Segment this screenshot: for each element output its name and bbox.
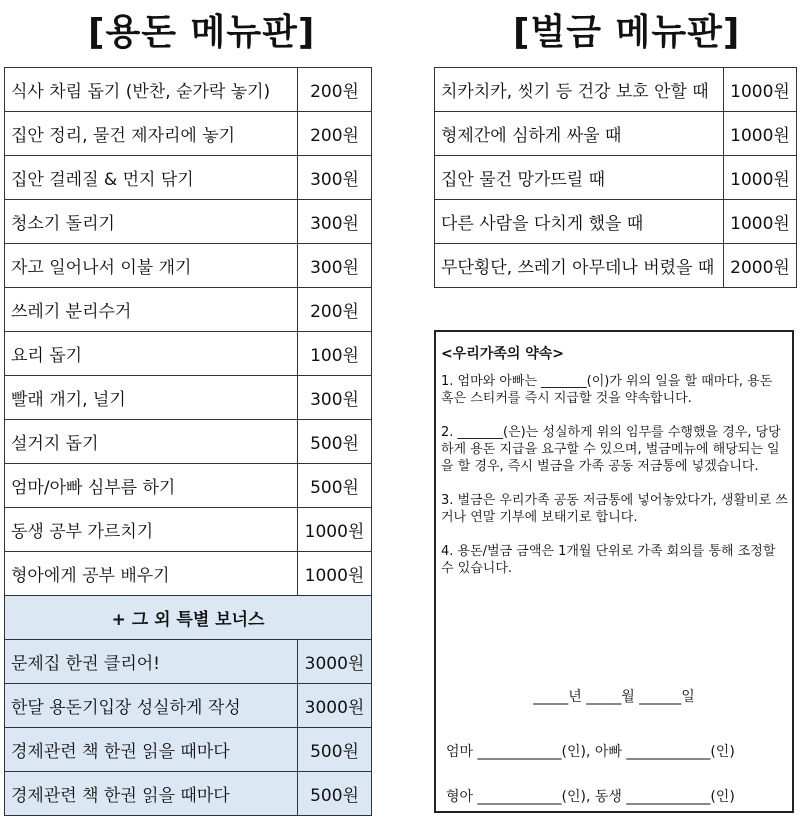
- promise-title: <우리가족의 약속>: [441, 346, 565, 362]
- bonus-header-row: [5, 596, 372, 640]
- table-row: [5, 332, 372, 376]
- task-cell: 엄마/아빠 심부름 하기: [5, 464, 298, 508]
- amount-cell: 200원: [298, 68, 372, 112]
- amount-cell: 1000원: [724, 112, 797, 156]
- task-cell: 경제관련 책 한권 읽을 때마다: [5, 728, 298, 772]
- amount-cell: 3000원: [298, 640, 372, 684]
- amount-cell: 300원: [298, 244, 372, 288]
- task-cell: 다른 사람을 다치게 했을 때: [435, 200, 724, 244]
- family-promise-box: [434, 330, 794, 813]
- table-row: [5, 200, 372, 244]
- table-row: [5, 288, 372, 332]
- amount-cell: 1000원: [724, 68, 797, 112]
- task-cell: 형제간에 심하게 싸울 때: [435, 112, 724, 156]
- table-row: [5, 552, 372, 596]
- table-row: [435, 244, 797, 288]
- table-row: [5, 728, 372, 772]
- table-row: [5, 244, 372, 288]
- task-cell: 집안 물건 망가뜨릴 때: [435, 156, 724, 200]
- amount-cell: 500원: [298, 420, 372, 464]
- fine-table: [434, 67, 797, 288]
- amount-cell: 200원: [298, 288, 372, 332]
- task-cell: 집안 정리, 물건 제자리에 놓기: [5, 112, 298, 156]
- table-row: [5, 508, 372, 552]
- task-cell: 식사 차림 돕기 (반찬, 숟가락 놓기): [5, 68, 298, 112]
- table-row: [435, 112, 797, 156]
- task-cell: 치카치카, 씻기 등 건강 보호 안할 때: [435, 68, 724, 112]
- amount-cell: 100원: [298, 332, 372, 376]
- table-row: [5, 684, 372, 728]
- amount-cell: 300원: [298, 156, 372, 200]
- date-line: _____년 _____월 ______일: [533, 689, 695, 705]
- table-row: [435, 68, 797, 112]
- promise-clause: 3. 벌금은 우리가족 공동 저금통에 넣어놓았다가, 생활비로 쓰거나 연말 기부에 보태기로 합니다.: [441, 493, 788, 525]
- amount-cell: 300원: [298, 200, 372, 244]
- table-row: [5, 420, 372, 464]
- amount-cell: 3000원: [298, 684, 372, 728]
- fine-menu-title: [벌금 메뉴판]: [513, 12, 741, 53]
- task-cell: 경제관련 책 한권 읽을 때마다: [5, 772, 298, 816]
- table-row: [435, 200, 797, 244]
- signature-line-parents: 엄마 ____________(인), 아빠 ____________(인): [446, 744, 735, 760]
- task-cell: 형아에게 공부 배우기: [5, 552, 298, 596]
- task-cell: 무단횡단, 쓰레기 아무데나 버렸을 때: [435, 244, 724, 288]
- task-cell: 청소기 돌리기: [5, 200, 298, 244]
- table-row: [5, 156, 372, 200]
- amount-cell: 1000원: [724, 156, 797, 200]
- table-row: [5, 640, 372, 684]
- amount-cell: 500원: [298, 728, 372, 772]
- promise-clause: 2. _______(은)는 성실하게 위의 임무를 수행했을 경우, 당당하게 용돈 지급을 요구할 수 있으며, 벌금메뉴에 해당되는 일을 할 경우, 즉시 벌금을 가족 공동 저금통에 넣겠습니다.: [441, 425, 781, 474]
- amount-cell: 500원: [298, 464, 372, 508]
- table-row: [5, 464, 372, 508]
- task-cell: 문제집 한권 클리어!: [5, 640, 298, 684]
- task-cell: 자고 일어나서 이불 개기: [5, 244, 298, 288]
- task-cell: 쓰레기 분리수거: [5, 288, 298, 332]
- task-cell: 집안 걸레질 & 먼지 닦기: [5, 156, 298, 200]
- task-cell: 동생 공부 가르치기: [5, 508, 298, 552]
- amount-cell: 1000원: [724, 200, 797, 244]
- task-cell: 빨래 개기, 널기: [5, 376, 298, 420]
- amount-cell: 500원: [298, 772, 372, 816]
- allowance-table: [4, 67, 372, 816]
- amount-cell: 300원: [298, 376, 372, 420]
- table-row: [435, 156, 797, 200]
- promise-clause: 4. 용돈/벌금 금액은 1개월 단위로 가족 회의를 통해 조정할 수 있습니다.: [441, 544, 776, 576]
- task-cell: 설거지 돕기: [5, 420, 298, 464]
- table-row: [5, 376, 372, 420]
- table-row: [5, 112, 372, 156]
- table-row: [5, 68, 372, 112]
- amount-cell: 2000원: [724, 244, 797, 288]
- task-cell: 요리 돕기: [5, 332, 298, 376]
- signature-line-siblings: 형아 ____________(인), 동생 ____________(인): [446, 789, 735, 805]
- amount-cell: 1000원: [298, 552, 372, 596]
- table-row: [5, 772, 372, 816]
- amount-cell: 200원: [298, 112, 372, 156]
- bonus-header: + 그 외 특별 보너스: [5, 596, 372, 640]
- task-cell: 한달 용돈기입장 성실하게 작성: [5, 684, 298, 728]
- promise-clause: 1. 엄마와 아빠는 _______(이)가 위의 일을 할 때마다, 용돈 혹은 스티커를 즉시 지급할 것을 약속합니다.: [441, 374, 773, 406]
- allowance-menu-title: [용돈 메뉴판]: [88, 12, 316, 53]
- amount-cell: 1000원: [298, 508, 372, 552]
